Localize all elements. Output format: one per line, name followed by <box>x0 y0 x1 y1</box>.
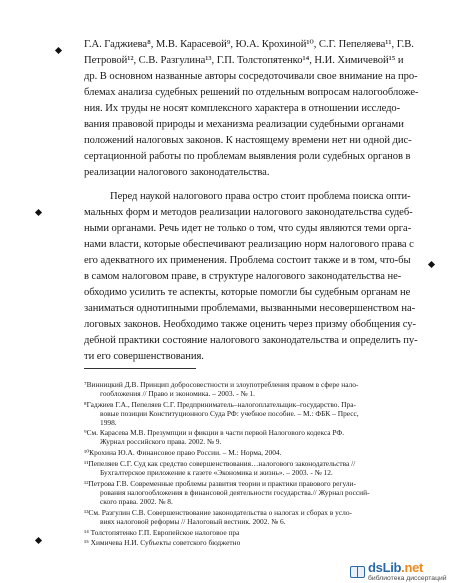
body-line: реализации налогового законодательства. <box>84 167 270 178</box>
book-icon <box>350 565 364 577</box>
body-line: его адекватного их применения. Проблема состоит также и в том, что-бы <box>84 255 411 266</box>
footnote-line: ¹⁰Крохина Ю.А. Финансовое право России. – М.: Норма, 2004. <box>84 448 282 457</box>
footnote-line: 1998. <box>100 418 117 427</box>
body-line: ными органами. Речь идет не только о том, что суды являются теми орга- <box>84 223 412 234</box>
footnote-line: ⁹См. Карасева М.В. Презумпции и фикции в части первой Налогового кодекса РФ. <box>84 428 345 437</box>
footnote-line: ¹²Петрова Г.В. Современные проблемы развития теории и практики правового регули- <box>84 479 356 488</box>
footnote-line: Бухгалтерское приложение к газете «Экономика и жизнь». – 2003. - № 12. <box>100 468 333 477</box>
body-line: Перед наукой налогового права остро стоит проблема поиска опти- <box>110 191 411 202</box>
scan-mark <box>428 261 435 268</box>
footnote-line: ского права. 2002. № 8. <box>100 497 173 506</box>
footnote-line: рования налогообложения в финансовой деятельности государства.// Журнал россий- <box>100 488 370 497</box>
scan-mark <box>35 537 42 544</box>
brand-logo: dsLib.net <box>368 559 424 575</box>
scan-mark <box>55 47 62 54</box>
body-line: логовых законов. Необходимо также оценить через призму обобщения су- <box>84 319 416 330</box>
footnote-line: ¹¹Пепеляев С.Г. Суд как средство совершенствования…налогового законодательства // <box>84 459 356 468</box>
body-line: дебной практики состояние налогового законодательства и определить пу- <box>84 335 418 346</box>
footnote-line: ⁷Винницкий Д.В. Принцип добросовестности и злоупотребления правом в сфере нало- <box>84 380 359 389</box>
body-line: положений налоговых законов. К настоящему времени нет ни одной дис- <box>84 135 412 146</box>
body-line: сертационной работы по проблемам выявления роли судебных органов в <box>84 151 411 162</box>
footnote-line: Журнал российского права. 2002. № 9. <box>100 437 222 446</box>
body-line: в самом налоговом праве, в структуре налогового законодательства не- <box>84 271 402 282</box>
body-line: обходимо усилить те аспекты, которые помогли бы судебным органам не <box>84 287 411 298</box>
body-line: блемах анализа судебных решений по отдельным вопросам налогообложе- <box>84 87 419 98</box>
footnote-line: ⁸Гаджиев Г.А., Пепеляев С.Г. Предприниматель–налогоплательщик–государство. Пра- <box>84 400 356 409</box>
footnote-line: вовые позиции Конституционного Суда РФ: учебное пособие. – М.: ФБК – Пресс, <box>100 409 359 418</box>
body-line: ти его совершенствования. <box>84 351 204 362</box>
footnote-line: ¹³См. Разгулин С.В. Совершенствование законодательства о налогах и сборах в усло- <box>84 508 353 517</box>
footnote-line: ¹⁵ Химичева Н.И. Субъекты советского бюджетно <box>84 538 241 547</box>
body-line: др. В основном названные авторы сосредоточивали свое внимание на про- <box>84 71 418 82</box>
brand-caption: библиотека диссертаций <box>368 574 447 582</box>
body-line: мальных форм и методов реализации налогового законодательства судеб- <box>84 207 413 218</box>
body-line: ния. Их труды не носят комплексного характера в отношении исследо- <box>84 103 401 114</box>
body-line: нами власти, которые обеспечивают реализацию норм налогового права с <box>84 239 414 250</box>
footnote-line: гообложения // Право и экономика. – 2003. - № 1. <box>100 389 255 398</box>
footnote-line: виях налоговой реформы // Налоговый вестник. 2002. № 6. <box>100 517 286 526</box>
body-line: заниматься однотипными проблемами, вызванными несовершенством на- <box>84 303 416 314</box>
footnote-line: ¹⁴ Толстопятенко Г.П. Европейское налоговое пра <box>84 528 240 537</box>
brand-text <box>368 560 447 583</box>
body-line: Г.А. Гаджиева⁸, М.В. Карасевой⁹, Ю.А. Крохиной¹⁰, С.Г. Пепеляева¹¹, Г.В. <box>84 39 414 50</box>
scan-mark <box>35 209 42 216</box>
footnote-divider <box>84 368 196 369</box>
body-line: Петровой¹², С.В. Разгулина¹³, Г.П. Толстопятенко¹⁴, Н.И. Химичевой¹⁵ и <box>84 55 404 66</box>
watermark-brand <box>350 560 450 582</box>
body-line: вания правовой природы и механизма реализации судебными органами <box>84 119 404 130</box>
